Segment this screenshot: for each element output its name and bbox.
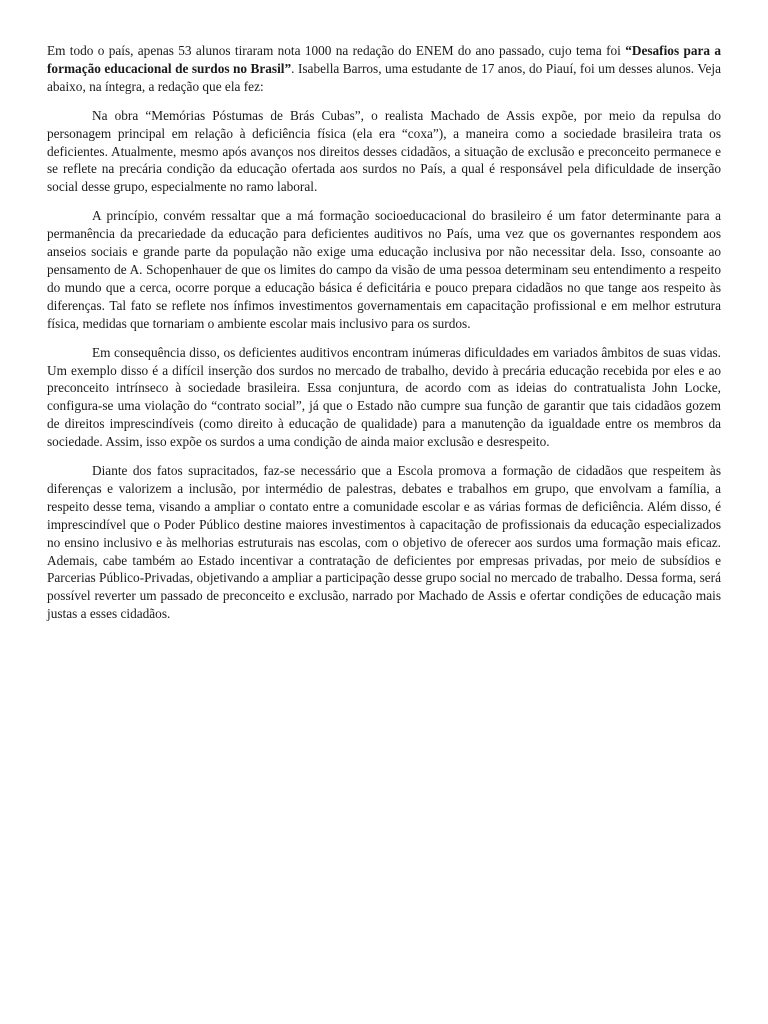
intro-paragraph (47, 42, 721, 96)
essay-paragraph-development-2: Em consequência disso, os deficientes auditivos encontram inúmeras dificuldades em variados âmbitos de suas vidas. Um exemplo disso é a difícil inserção dos surdos no mercado de trabalho, devido à precária educação recebida por eles e ao preconceito intrínseco à sociedade brasileira. Essa conjuntura, de acordo com as ideias do contratualista John Locke, configura-se uma violação do “contrato social”, já que o Estado não cumpre sua função de garantir que tais cidadãos gozem de direitos imprescindíveis (como direito à educação de qualidade) para a manutenção da igualdade entre os membros da sociedade. Assim, isso expõe os surdos a uma condição de ainda maior exclusão e desrespeito. (47, 344, 721, 450)
intro-text-end: . Isabella Barros, uma estudante de 17 anos, do Piauí, foi um desses alunos. Veja abaixo, na íntegra, a redação que ela fez: (47, 60, 721, 94)
essay-paragraph-development-1: A princípio, convém ressaltar que a má formação socioeducacional do brasileiro é um fator determinante para a permanência da precariedade da educação para deficientes auditivos no País, uma vez que os governantes respondem aos anseios sociais e grande parte da população não exige uma educação inclusiva por não necessitar dela. Isso, consoante ao pensamento de A. Schopenhauer de que os limites do campo da visão de uma pessoa determinam seu entendimento a respeito do mundo que a cerca, ocorre porque a educação básica é deficitária e pouco prepara cidadãos no que tange aos respeito às diferenças. Tal fato se reflete nos ínfimos investimentos governamentais em capacitação profissional e em melhor estrutura física, medidas que tornariam o ambiente escolar mais inclusivo para os surdos. (47, 208, 721, 331)
document-page (47, 42, 721, 634)
essay-paragraph-introduction: Na obra “Memórias Póstumas de Brás Cubas”, o realista Machado de Assis expõe, por meio da repulsa do personagem principal em relação à deficiência física (ela era “coxa”), a maneira como a sociedade brasileira trata os deficientes. Atualmente, mesmo após avanços nos direitos desses cidadãos, a situação de exclusão e preconceito permanece e se reflete na precária condição da educação ofertada aos surdos no País, a qual é responsável pela dificuldade de inserção social desse grupo, especialmente no ramo laboral. (47, 107, 721, 195)
intro-text-start: Em todo o país, apenas 53 alunos tiraram nota 1000 na redação do ENEM do ano passado, cujo tema foi (47, 43, 626, 58)
essay-paragraph-conclusion: Diante dos fatos supracitados, faz-se necessário que a Escola promova a formação de cidadãos que respeitem às diferenças e valorizem a inclusão, por intermédio de palestras, debates e trabalhos em grupo, que envolvam a família, a respeito desse tema, visando a ampliar o contato entre a comunidade escolar e as várias formas de deficiência. Além disso, é imprescindível que o Poder Público destine maiores investimentos à capacitação de profissionais da educação especializados no ensino inclusivo e às melhorias estruturais nas escolas, com o objetivo de oferecer aos surdos uma formação mais eficaz. Ademais, cabe também ao Estado incentivar a contratação de deficientes por empresas privadas, por meio de subsídios e Parcerias Público-Privadas, objetivando a ampliar a participação desse grupo social no mercado de trabalho. Dessa forma, será possível reverter um passado de preconceito e exclusão, narrado por Machado de Assis e ofertar condições de educação mais justas a esses cidadãos. (47, 463, 721, 622)
essay-theme: “Desafios para a formação educacional de surdos no Brasil” (47, 43, 722, 76)
